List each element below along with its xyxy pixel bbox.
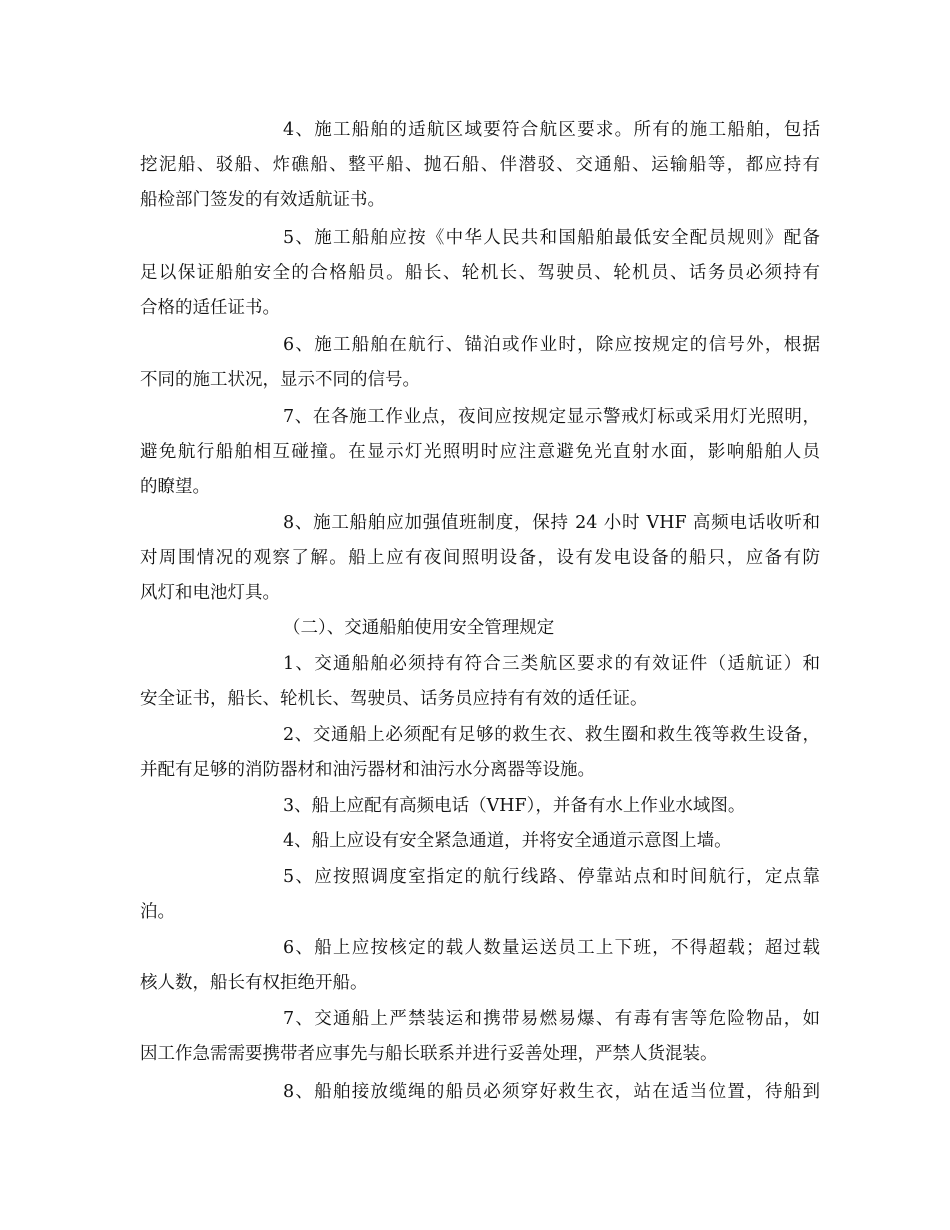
paragraph-line: 合格的适任证书。 (140, 298, 280, 318)
paragraph-line: 挖泥船、驳船、炸礁船、整平船、抛石船、伴潜驳、交通船、运输船等，都应持有 (140, 155, 820, 175)
paragraph-line: 风灯和电池灯具。 (140, 583, 280, 603)
paragraph-line: 8、施工船舶应加强值班制度，保持 24 小时 VHF 高频电话收听和 (283, 513, 820, 533)
paragraph-line: 7、在各施工作业点，夜间应按规定显示警戒灯标或采用灯光照明， (283, 407, 820, 427)
paragraph-line: 并配有足够的消防器材和油污器材和油污水分离器等设施。 (140, 760, 595, 780)
paragraph-line: 8、船舶接放缆绳的船员必须穿好救生衣，站在适当位置，待船到 (283, 1082, 820, 1102)
paragraph-line: 的瞭望。 (140, 477, 210, 497)
paragraph-line: 3、船上应配有高频电话（VHF），并备有水上作业水域图。 (283, 796, 746, 816)
paragraph-line: 2、交通船上必须配有足够的救生衣、救生圈和救生筏等救生设备， (283, 725, 820, 745)
paragraph-line: 5、应按照调度室指定的航行线路、停靠站点和时间航行，定点靠 (283, 867, 820, 887)
paragraph-line: 4、施工船舶的适航区域要符合航区要求。所有的施工船舶，包括 (283, 120, 820, 140)
paragraph-line: 5、施工船舶应按《中华人民共和国船舶最低安全配员规则》配备 (283, 228, 820, 248)
paragraph-line: 不同的施工状况，显示不同的信号。 (140, 370, 420, 390)
paragraph-line: 4、船上应设有安全紧急通道，并将安全通道示意图上墙。 (283, 831, 732, 851)
paragraph-line: 避免航行船舶相互碰撞。在显示灯光照明时应注意避免光直射水面，影响船舶人员 (140, 442, 820, 462)
paragraph-line: （二）、交通船舶使用安全管理规定 (283, 618, 555, 638)
paragraph-line: 安全证书，船长、轮机长、驾驶员、话务员应持有有效的适任证。 (140, 689, 648, 709)
paragraph-line: 船检部门签发的有效适航证书。 (140, 190, 385, 210)
paragraph-line: 6、施工船舶在航行、锚泊或作业时，除应按规定的信号外，根据 (283, 335, 820, 355)
paragraph-line: 核人数，船长有权拒绝开船。 (140, 973, 368, 993)
paragraph-line: 7、交通船上严禁装运和携带易燃易爆、有毒有害等危险物品，如 (283, 1009, 820, 1029)
paragraph-line: 对周围情况的观察了解。船上应有夜间照明设备，设有发电设备的船只，应备有防 (140, 548, 820, 568)
paragraph-line: 泊。 (140, 902, 175, 922)
paragraph-line: 6、船上应按核定的载人数量运送员工上下班，不得超载；超过载 (283, 938, 820, 958)
paragraph-line: 1、交通船舶必须持有符合三类航区要求的有效证件（适航证）和 (283, 654, 820, 674)
paragraph-line: 因工作急需需要携带者应事先与船长联系并进行妥善处理，严禁人货混装。 (140, 1044, 718, 1064)
paragraph-line: 足以保证船舶安全的合格船员。船长、轮机长、驾驶员、轮机员、话务员必须持有 (140, 263, 820, 283)
